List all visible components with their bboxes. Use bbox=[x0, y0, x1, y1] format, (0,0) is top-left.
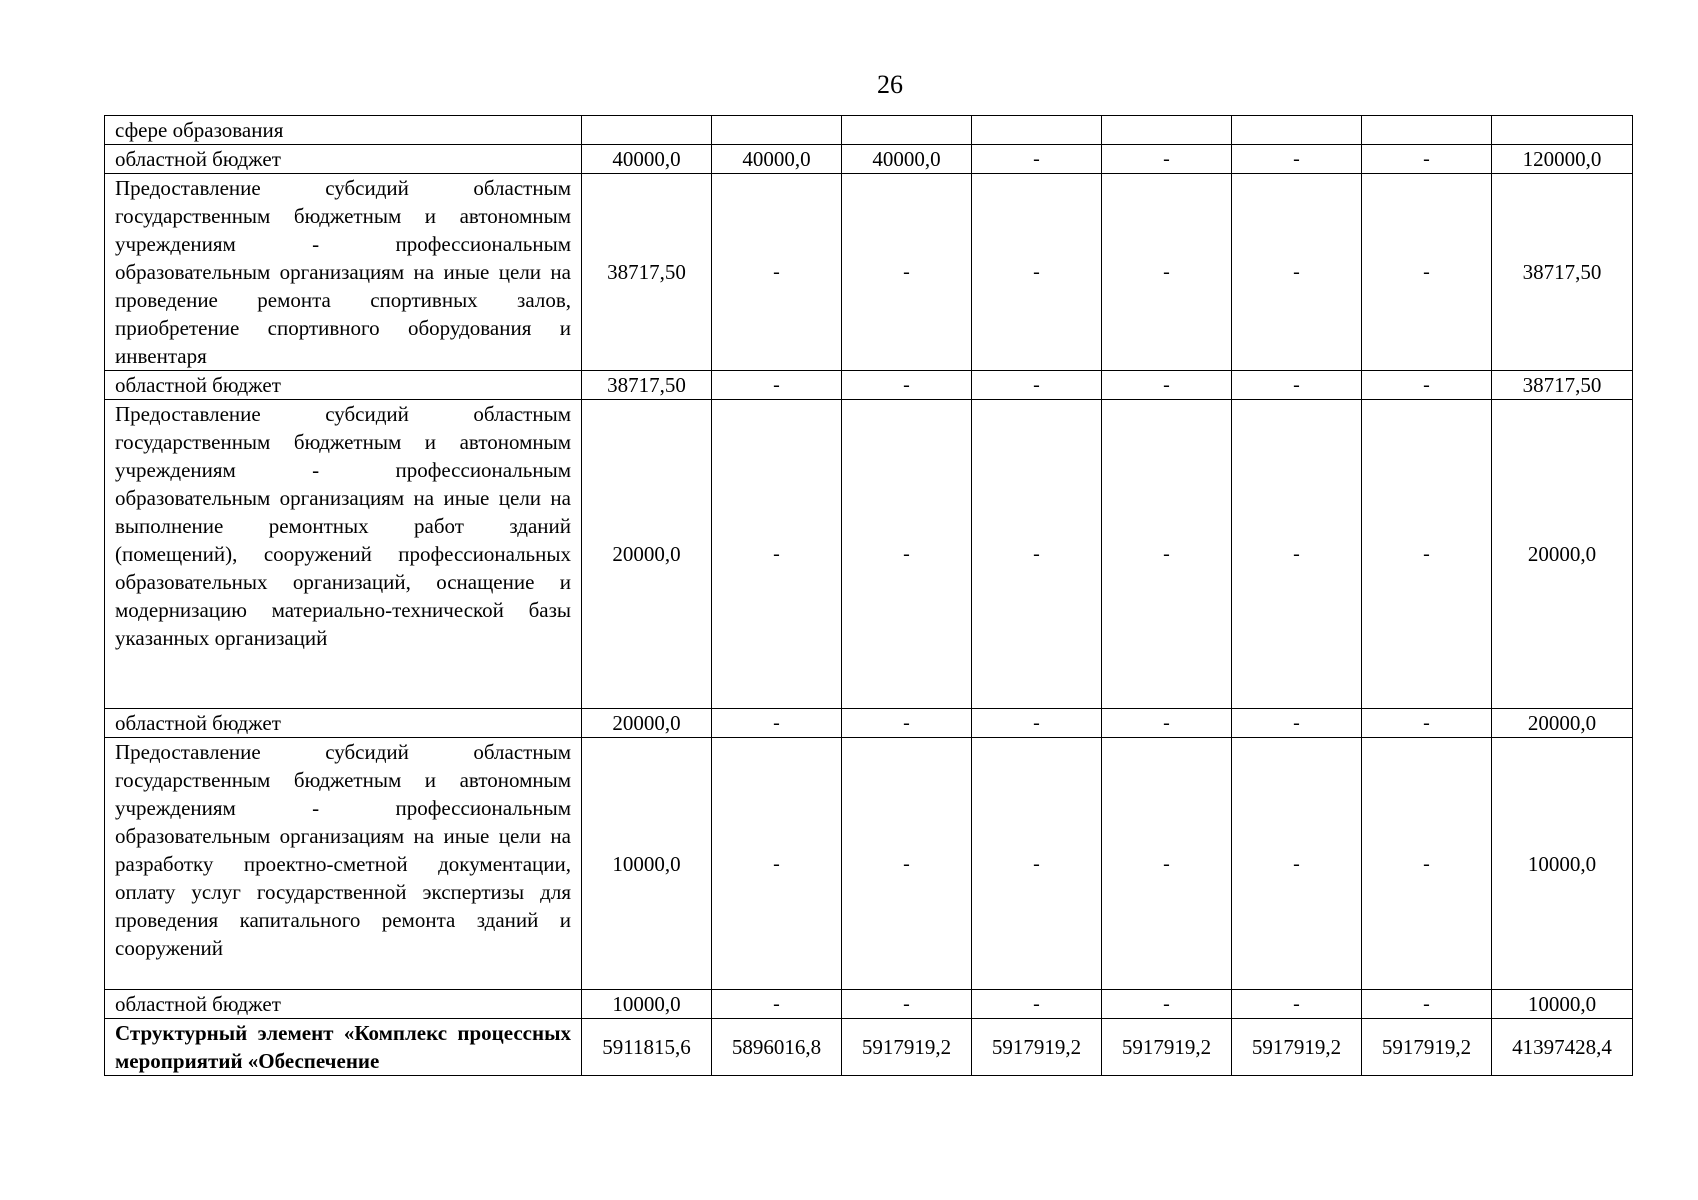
value-cell: - bbox=[1232, 738, 1362, 990]
value-cell: 5917919,2 bbox=[1362, 1019, 1492, 1076]
value-cell bbox=[712, 116, 842, 145]
value-cell: 5917919,2 bbox=[1232, 1019, 1362, 1076]
row-name-cell: областной бюджет bbox=[105, 990, 582, 1019]
value-cell: - bbox=[1362, 400, 1492, 709]
value-cell: - bbox=[1362, 371, 1492, 400]
row-name-cell: Предоставление субсидий областным государственным бюджетным и автономным учреждениям - профессиональным образовательным организациям на иные цели на проведение ремонта спортивных залов, приобретение спортивного оборудования и инвентаря bbox=[105, 174, 582, 371]
value-cell: - bbox=[972, 174, 1102, 371]
value-cell: 41397428,4 bbox=[1492, 1019, 1633, 1076]
value-cell: 10000,0 bbox=[582, 990, 712, 1019]
table-row bbox=[105, 738, 1633, 990]
value-cell: - bbox=[1232, 400, 1362, 709]
table-body bbox=[105, 116, 1633, 1076]
value-cell: 20000,0 bbox=[582, 709, 712, 738]
value-cell bbox=[582, 116, 712, 145]
row-name-cell: сфере образования bbox=[105, 116, 582, 145]
value-cell bbox=[1492, 116, 1633, 145]
budget-table bbox=[104, 115, 1633, 1076]
value-cell: - bbox=[1102, 709, 1232, 738]
value-cell: - bbox=[1102, 738, 1232, 990]
value-cell: - bbox=[1232, 145, 1362, 174]
value-cell bbox=[842, 116, 972, 145]
value-cell: - bbox=[1232, 709, 1362, 738]
value-cell: 5911815,6 bbox=[582, 1019, 712, 1076]
row-name-cell: Предоставление субсидий областным государственным бюджетным и автономным учреждениям - профессиональным образовательным организациям на иные цели на разработку проектно-сметной документации, оплату услуг государственной экспертизы для проведения капитального ремонта зданий и сооружений bbox=[105, 738, 582, 990]
value-cell: - bbox=[1102, 174, 1232, 371]
value-cell: - bbox=[972, 709, 1102, 738]
page-number: 26 bbox=[877, 70, 903, 99]
value-cell: - bbox=[1362, 174, 1492, 371]
value-cell: - bbox=[712, 174, 842, 371]
table-row bbox=[105, 1019, 1633, 1076]
row-name-cell: Структурный элемент «Комплекс процессных мероприятий «Обеспечение bbox=[105, 1019, 582, 1076]
value-cell: 5917919,2 bbox=[842, 1019, 972, 1076]
value-cell: 40000,0 bbox=[582, 145, 712, 174]
value-cell: 5917919,2 bbox=[1102, 1019, 1232, 1076]
value-cell: - bbox=[842, 709, 972, 738]
value-cell: - bbox=[1232, 371, 1362, 400]
value-cell: 40000,0 bbox=[712, 145, 842, 174]
value-cell: 38717,50 bbox=[1492, 174, 1633, 371]
table-row bbox=[105, 990, 1633, 1019]
value-cell: - bbox=[972, 371, 1102, 400]
value-cell: 10000,0 bbox=[1492, 738, 1633, 990]
value-cell: - bbox=[1102, 990, 1232, 1019]
value-cell: - bbox=[972, 990, 1102, 1019]
value-cell: - bbox=[842, 400, 972, 709]
value-cell: 20000,0 bbox=[1492, 400, 1633, 709]
value-cell: 5896016,8 bbox=[712, 1019, 842, 1076]
value-cell: 10000,0 bbox=[1492, 990, 1633, 1019]
row-name-cell: Предоставление субсидий областным государственным бюджетным и автономным учреждениям - профессиональным образовательным организациям на иные цели на выполнение ремонтных работ зданий (помещений), сооружений профессиональных образовательных организаций, оснащение и модернизацию материально-технической базы указанных организаций bbox=[105, 400, 582, 709]
value-cell: - bbox=[1362, 738, 1492, 990]
value-cell: - bbox=[842, 371, 972, 400]
row-name-cell: областной бюджет bbox=[105, 709, 582, 738]
value-cell: - bbox=[1362, 990, 1492, 1019]
value-cell: - bbox=[842, 174, 972, 371]
value-cell: - bbox=[712, 371, 842, 400]
value-cell: 20000,0 bbox=[582, 400, 712, 709]
value-cell bbox=[1362, 116, 1492, 145]
value-cell bbox=[1232, 116, 1362, 145]
value-cell: - bbox=[1362, 145, 1492, 174]
value-cell: 20000,0 bbox=[1492, 709, 1633, 738]
value-cell: 38717,50 bbox=[582, 174, 712, 371]
value-cell: - bbox=[1102, 145, 1232, 174]
value-cell: - bbox=[712, 990, 842, 1019]
value-cell: 38717,50 bbox=[1492, 371, 1633, 400]
value-cell: - bbox=[712, 738, 842, 990]
table-row bbox=[105, 174, 1633, 371]
row-name-cell: областной бюджет bbox=[105, 145, 582, 174]
table-row bbox=[105, 400, 1633, 709]
value-cell: - bbox=[1102, 371, 1232, 400]
value-cell: 40000,0 bbox=[842, 145, 972, 174]
value-cell: 120000,0 bbox=[1492, 145, 1633, 174]
row-name-cell: областной бюджет bbox=[105, 371, 582, 400]
value-cell: 5917919,2 bbox=[972, 1019, 1102, 1076]
value-cell: - bbox=[712, 709, 842, 738]
value-cell bbox=[972, 116, 1102, 145]
value-cell: - bbox=[972, 738, 1102, 990]
value-cell: - bbox=[842, 738, 972, 990]
value-cell: - bbox=[972, 400, 1102, 709]
value-cell: - bbox=[712, 400, 842, 709]
value-cell: - bbox=[1232, 174, 1362, 371]
value-cell bbox=[1102, 116, 1232, 145]
table-row bbox=[105, 709, 1633, 738]
value-cell: - bbox=[842, 990, 972, 1019]
value-cell: - bbox=[972, 145, 1102, 174]
value-cell: 38717,50 bbox=[582, 371, 712, 400]
value-cell: - bbox=[1102, 400, 1232, 709]
table-row bbox=[105, 116, 1633, 145]
value-cell: 10000,0 bbox=[582, 738, 712, 990]
table-row bbox=[105, 371, 1633, 400]
table-row bbox=[105, 145, 1633, 174]
value-cell: - bbox=[1362, 709, 1492, 738]
value-cell: - bbox=[1232, 990, 1362, 1019]
